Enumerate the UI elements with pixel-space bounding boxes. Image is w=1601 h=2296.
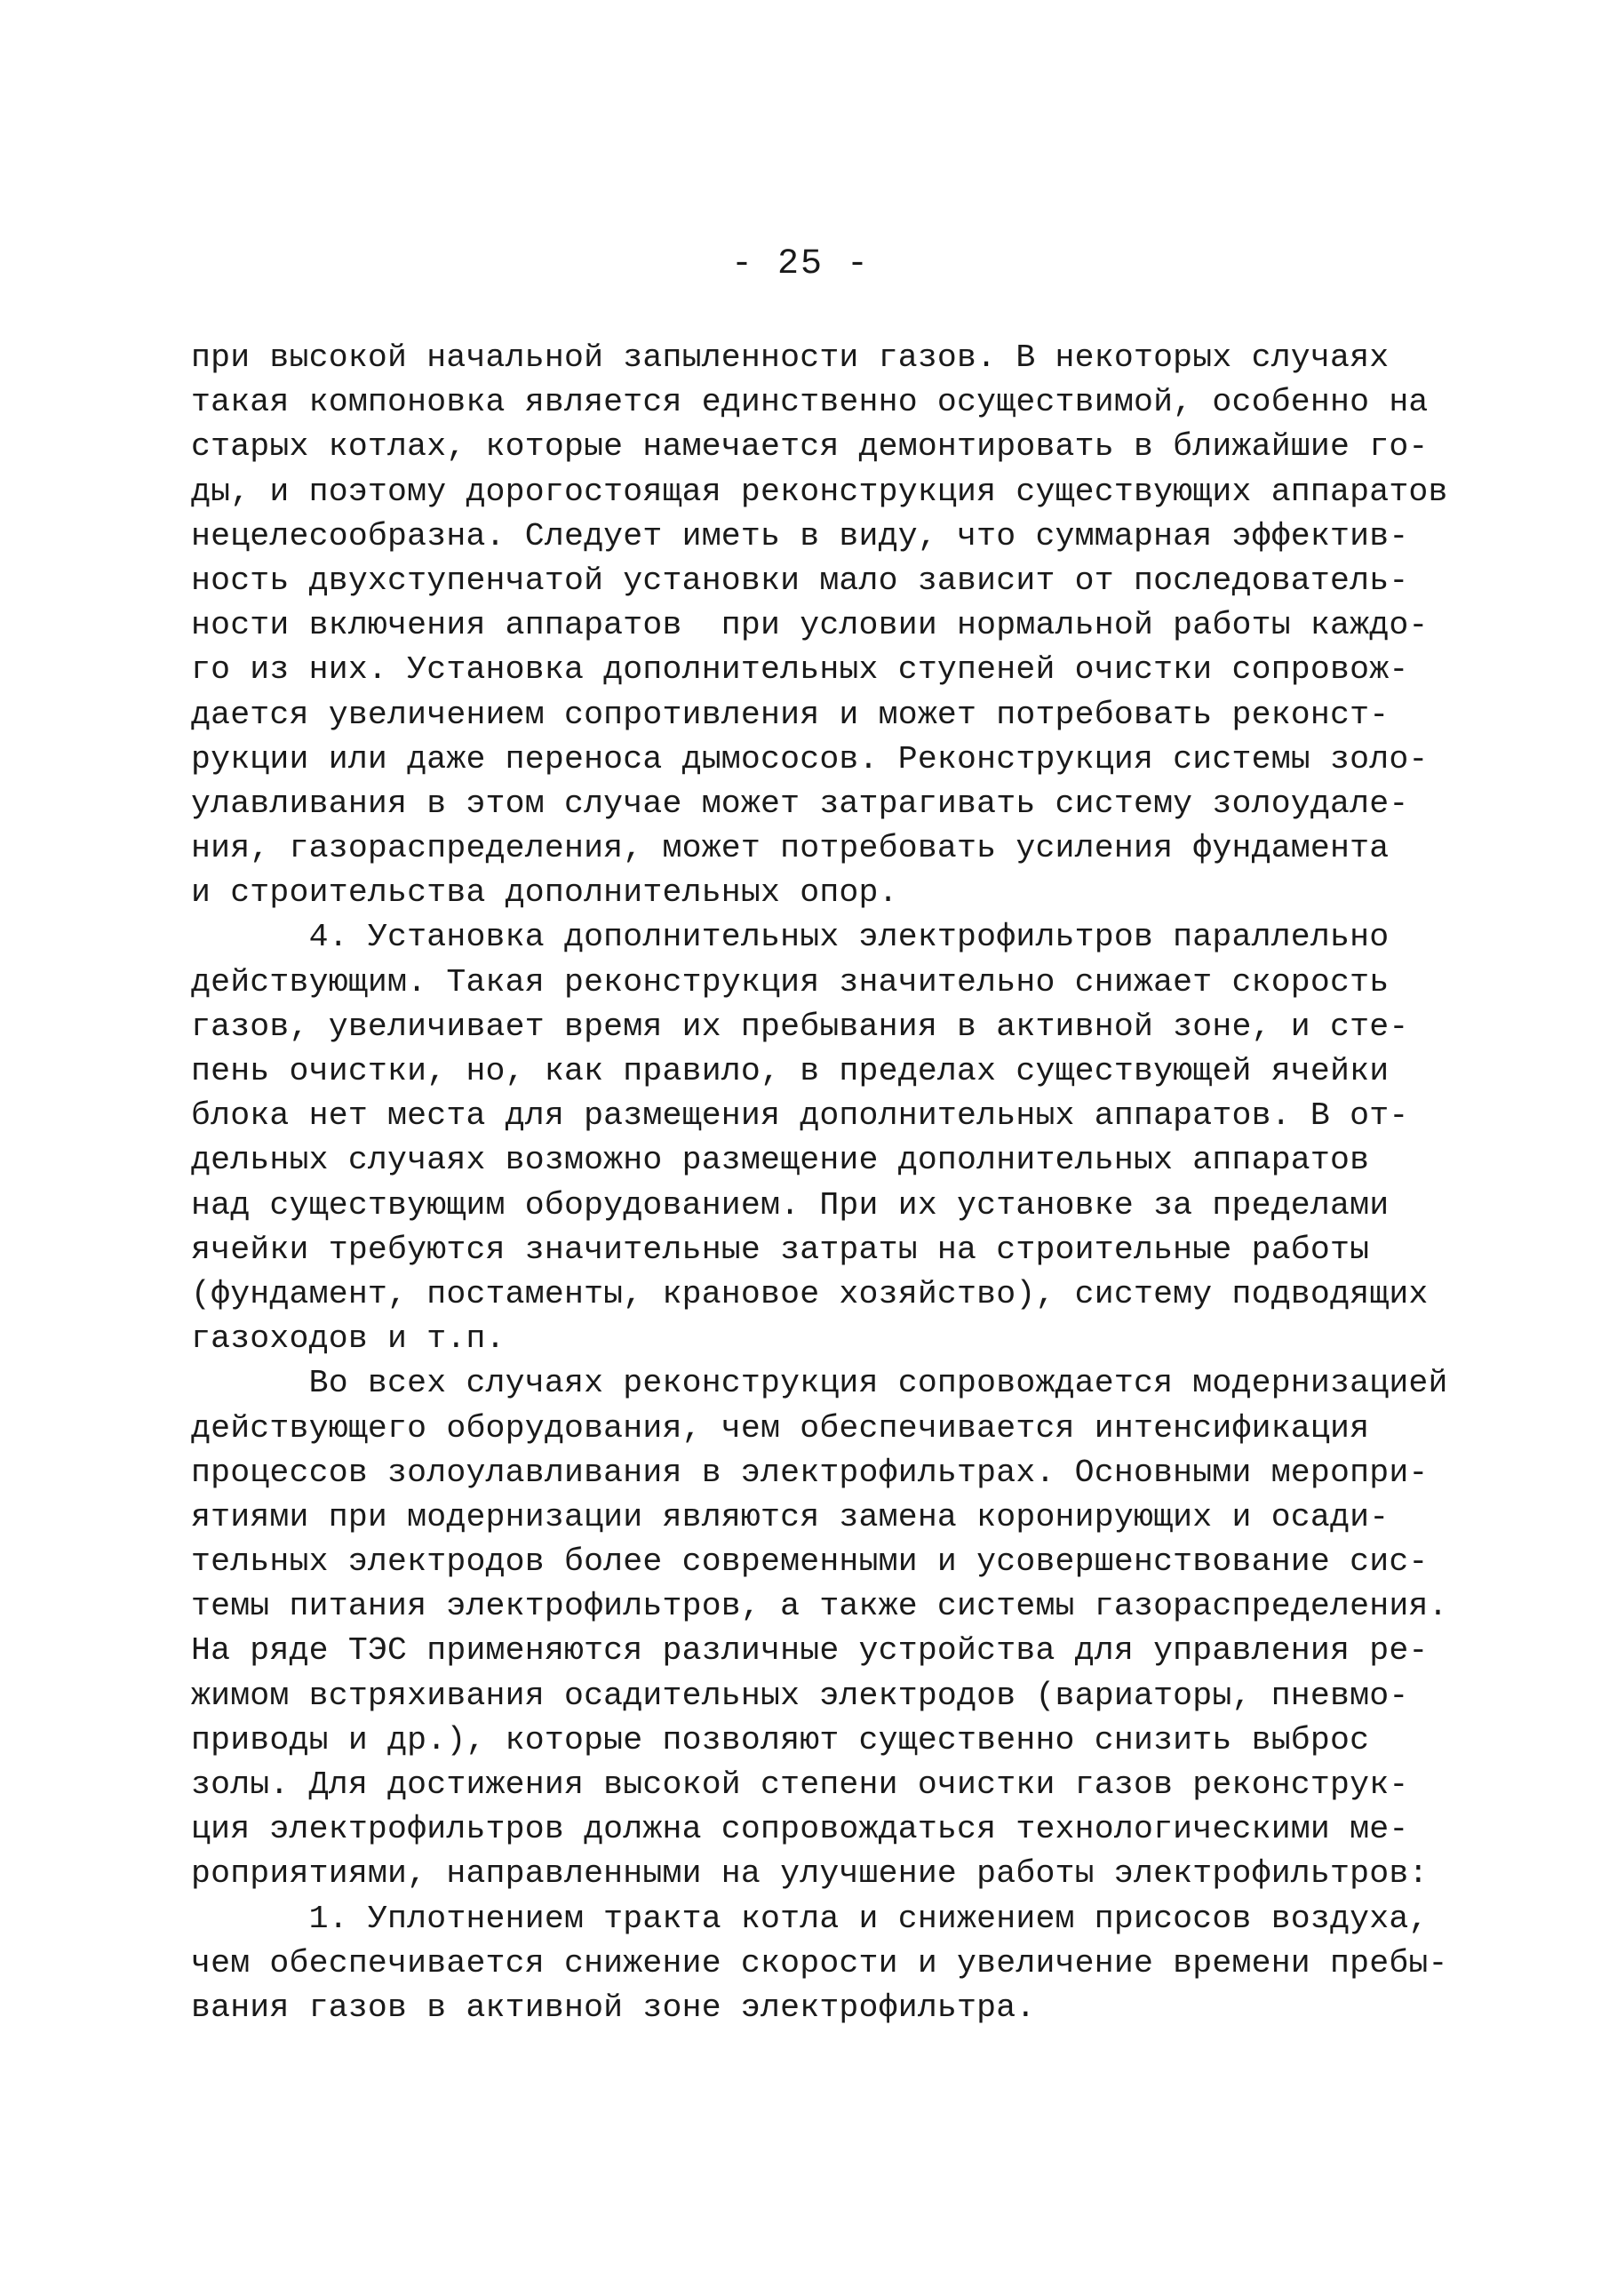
text-line: го из них. Установка дополнительных ступеней очистки сопровож-	[191, 651, 1409, 689]
text-line: пень очистки, но, как правило, в пределах существующей ячейки	[191, 1053, 1390, 1089]
text-line: при высокой начальной запыленности газов. В некоторых случаях	[191, 339, 1390, 376]
page-number: - 25 -	[730, 244, 871, 284]
text-line: ния, газораспределения, может потребовать усиления фундамента	[191, 830, 1390, 867]
text-line: ности включения аппаратов при условии нормальной работы каждо-	[191, 607, 1429, 644]
text-line: действующим. Такая реконструкция значительно снижает скорость	[191, 963, 1390, 1001]
text-line: тельных электродов более современными и усовершенствование сис-	[191, 1543, 1429, 1581]
text-line: ятиями при модернизации являются замена коронирующих и осади-	[191, 1498, 1390, 1535]
text-line: над существующим оборудованием. При их установке за пределами	[191, 1186, 1390, 1224]
body-text	[191, 336, 1448, 2030]
text-line: темы питания электрофильтров, а также системы газораспределения.	[191, 1588, 1448, 1625]
text-line: вания газов в активной зоне электрофильтра.	[191, 1989, 1036, 2026]
text-line: дельных случаях возможно размещение дополнительных аппаратов	[191, 1142, 1370, 1179]
text-line: чем обеспечивается снижение скорости и увеличение времени пребы-	[191, 1944, 1448, 1981]
text-line: приводы и др.), которые позволяют существенно снизить выброс	[191, 1721, 1370, 1758]
text-line: Во всех случаях реконструкция сопровождается модернизацией	[191, 1365, 1448, 1402]
text-line: ды, и поэтому дорогостоящая реконструкция существующих аппаратов	[191, 473, 1448, 510]
text-line: дается увеличением сопротивления и может потребовать реконст-	[191, 696, 1390, 733]
text-line: такая компоновка является единственно осуществимой, особенно на	[191, 384, 1429, 421]
text-line: ность двухступенчатой установки мало зависит от последователь-	[191, 562, 1409, 599]
text-line: рукции или даже переноса дымососов. Реконструкция системы золо-	[191, 740, 1429, 777]
text-line: старых котлах, которые намечается демонтировать в ближайшие го-	[191, 428, 1429, 466]
text-line: газов, увеличивает время их пребывания в активной зоне, и сте-	[191, 1008, 1409, 1045]
text-line: газоходов и т.п.	[191, 1320, 506, 1358]
text-line: нецелесообразна. Следует иметь в виду, что суммарная эффектив-	[191, 517, 1409, 554]
text-line: 4. Установка дополнительных электрофильтров параллельно	[191, 919, 1390, 956]
text-line: процессов золоулавливания в электрофильтрах. Основными меропри-	[191, 1454, 1429, 1491]
text-line: улавливания в этом случае может затрагивать систему золоудале-	[191, 785, 1409, 822]
text-line: золы. Для достижения высокой степени очистки газов реконструк-	[191, 1766, 1409, 1803]
text-line: жимом встряхивания осадительных электродов (вариаторы, пневмо-	[191, 1677, 1409, 1714]
text-line: 1. Уплотнением тракта котла и снижением присосов воздуха,	[191, 1900, 1429, 1937]
text-line: (фундамент, постаменты, крановое хозяйство), систему подводящих	[191, 1275, 1429, 1312]
text-line: действующего оборудования, чем обеспечивается интенсификация	[191, 1409, 1370, 1447]
text-line: и строительства дополнительных опор.	[191, 874, 898, 912]
text-line: ячейки требуются значительные затраты на строительные работы	[191, 1231, 1370, 1268]
text-line: На ряде ТЭС применяются различные устройства для управления ре-	[191, 1632, 1429, 1670]
text-line: ция электрофильтров должна сопровождаться технологическими ме-	[191, 1811, 1409, 1848]
text-line: роприятиями, направленными на улучшение работы электрофильтров:	[191, 1855, 1429, 1893]
text-line: блока нет места для размещения дополнительных аппаратов. В от-	[191, 1097, 1409, 1135]
